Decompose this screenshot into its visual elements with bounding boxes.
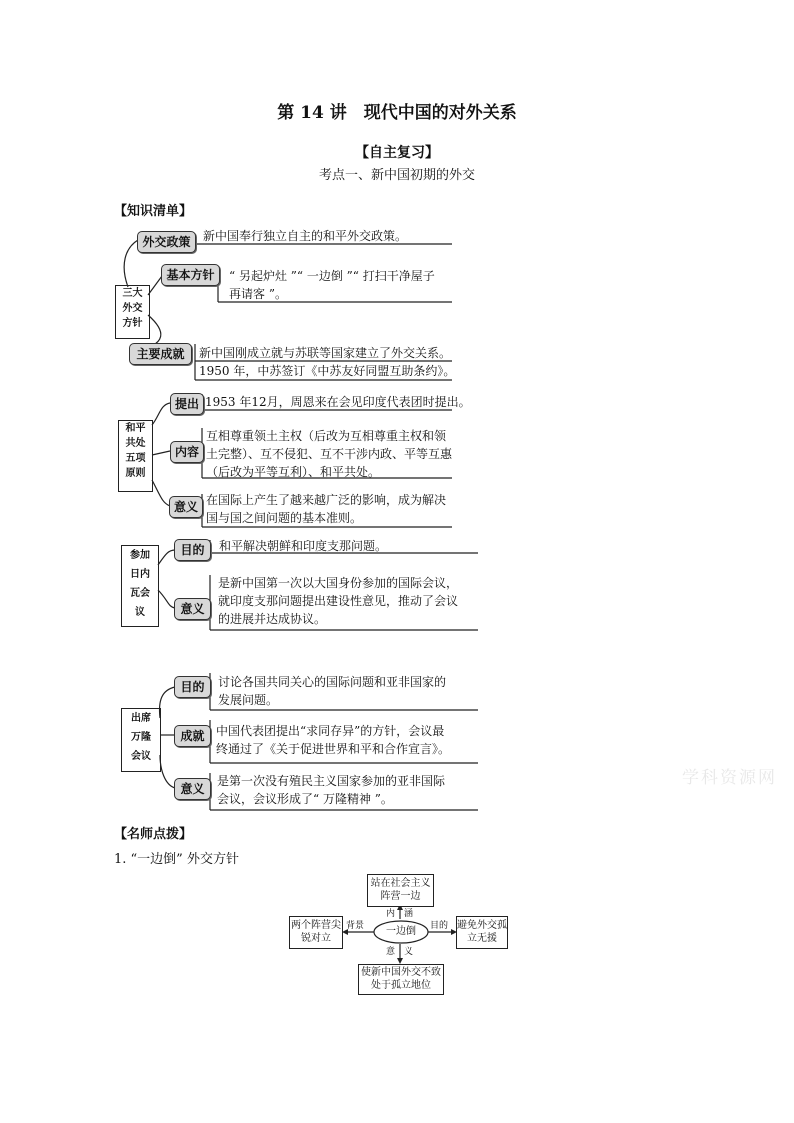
principles-text-content <box>206 427 452 481</box>
diagram-box-left: 两个阵营尖锐对立 <box>289 916 343 949</box>
principles-label-content: 内容 <box>170 441 204 463</box>
diagram-box-bottom: 使新中国外交不致处于孤立地位 <box>358 964 444 995</box>
bandung-text-purpose <box>218 673 446 709</box>
text-line: 新中国刚成立就与苏联等国家建立了外交关系。 <box>199 346 452 360</box>
geneva-center-line: 瓦会 <box>130 588 150 599</box>
text-line: 中国代表团提出“求同存异”的方针，会议最 <box>216 724 445 738</box>
policy-center-line: 方针 <box>122 318 143 329</box>
bandung-center-box <box>121 708 161 772</box>
diagram-label-purpose: 目的 <box>430 921 449 931</box>
text-line: 互相尊重领土主权（后改为互相尊重主权和领 <box>206 429 447 443</box>
text-line: 和平解决朝鲜和印度支那问题。 <box>219 539 388 553</box>
geneva-center-line: 日内 <box>130 569 150 580</box>
geneva-text-purpose <box>219 537 387 555</box>
diagram-label-significance: 意 义 <box>386 947 414 957</box>
tips-header: 【名师点拨】 <box>114 827 193 842</box>
principles-text-significance <box>206 491 446 527</box>
policy-text-basic-principle <box>229 267 435 303</box>
bandung-text-achievement <box>216 722 450 758</box>
text-line: “ 另起炉灶 ”“ 一边倒 ”“ 打扫干净屋子 <box>229 269 435 283</box>
topic-heading: 考点一、新中国初期的外交 <box>318 168 475 183</box>
text-line: 发展问题。 <box>218 693 279 707</box>
geneva-text-significance <box>218 574 458 628</box>
policy-center-line: 外交 <box>122 303 143 314</box>
text-line: 在国际上产生了越来越广泛的影响，成为解决 <box>206 493 447 507</box>
policy-center-box <box>115 285 150 339</box>
bandung-label-purpose: 目的 <box>174 676 211 698</box>
diagram-label-connotation: 内 涵 <box>386 909 414 919</box>
text-line: 国与国之间问题的基本准则。 <box>206 511 363 525</box>
policy-center-line: 三大 <box>122 288 143 299</box>
policy-label-basic-principle: 基本方针 <box>161 264 220 286</box>
geneva-label-significance: 意义 <box>174 598 211 620</box>
policy-text-achievement <box>199 344 455 380</box>
diagram-box-right: 避免外交孤立无援 <box>456 916 508 949</box>
text-line: 新中国奉行独立自主的和平外交政策。 <box>203 229 408 243</box>
principles-label-proposed: 提出 <box>170 393 204 415</box>
geneva-center-box <box>121 545 159 627</box>
principles-center-line: 五项 <box>125 453 146 464</box>
text-line: 是第一次没有殖民主义国家参加的亚非国际 <box>217 774 446 788</box>
bandung-center-line: 万隆 <box>131 732 151 743</box>
principles-center-line: 和平 <box>125 423 146 434</box>
text-line: （后改为平等互利）、和平共处。 <box>206 465 381 479</box>
principles-center-box <box>118 420 153 492</box>
text-line: 1950 年，中苏签订《中苏友好同盟互助条约》。 <box>199 364 456 378</box>
geneva-center-line: 参加 <box>130 550 150 561</box>
diagram-center-label: 一边倒 <box>386 926 416 937</box>
principles-label-significance: 意义 <box>169 496 203 518</box>
bandung-label-achievement: 成就 <box>174 725 211 747</box>
principles-center-line: 原则 <box>125 468 146 479</box>
section-heading: 【自主复习】 <box>355 145 439 161</box>
policy-text-foreign-policy <box>203 227 407 245</box>
text-line: 1953 年12月，周恩来在会见印度代表团时提出。 <box>205 395 471 409</box>
text-line: 土完整）、互不侵犯、互不干涉内政、平等互惠 <box>206 447 453 461</box>
text-line: 是新中国第一次以大国身份参加的国际会议， <box>218 576 459 590</box>
geneva-label-purpose: 目的 <box>174 539 211 561</box>
diagram-label-background: 背景 <box>346 921 365 931</box>
watermark: 学科资源网 <box>682 768 777 788</box>
policy-label-achievement: 主要成就 <box>129 343 192 365</box>
text-line: 终通过了《关于促进世界和平和合作宣言》。 <box>216 742 451 756</box>
bandung-center-line: 会议 <box>131 751 151 762</box>
text-line: 再请客 ”。 <box>229 287 287 301</box>
knowledge-header: 【知识清单】 <box>114 204 193 219</box>
diagram-box-top: 站在社会主义阵营一边 <box>367 874 434 907</box>
text-line: 的进展并达成协议。 <box>218 612 327 626</box>
bandung-center-line: 出席 <box>131 713 151 724</box>
principles-center-line: 共处 <box>125 438 146 449</box>
policy-label-foreign-policy: 外交政策 <box>137 231 196 253</box>
text-line: 就印度支那问题提出建设性意见，推动了会议 <box>218 594 459 608</box>
principles-text-proposed <box>205 393 471 411</box>
text-line: 讨论各国共同关心的国际问题和亚非国家的 <box>218 675 447 689</box>
bandung-label-significance: 意义 <box>174 778 211 800</box>
text-line: 会议，会议形成了“ 万隆精神 ”。 <box>217 792 393 806</box>
page-title: 第 14 讲 现代中国的对外关系 <box>277 103 517 123</box>
tip-item-1: 1. “一边倒” 外交方针 <box>114 852 239 867</box>
geneva-center-line: 议 <box>135 607 145 618</box>
bandung-text-significance <box>217 772 445 808</box>
